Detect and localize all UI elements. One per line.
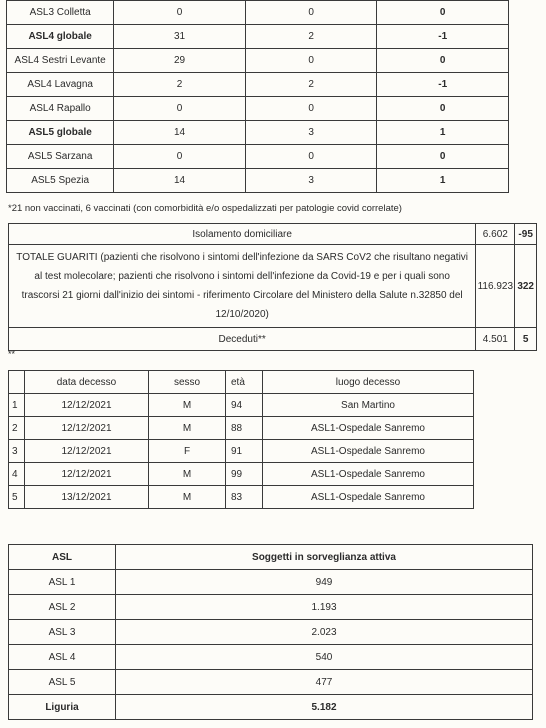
surveillance-count: 949 <box>116 570 533 595</box>
asl-name: ASL 3 <box>9 620 116 645</box>
death-sex: M <box>149 463 226 486</box>
footnote-vaccination: *21 non vaccinati, 6 vaccinati (con comorbidità e/o ospedalizzati per patologie covid correlate) <box>8 203 402 214</box>
isolamento-value: 6.602 <box>476 224 515 245</box>
death-place: ASL1-Ospedale Sanremo <box>263 463 474 486</box>
surveillance-count: 540 <box>116 645 533 670</box>
guariti-value: 116.923 <box>476 245 515 328</box>
cell-value: 0 <box>114 145 246 169</box>
table-row <box>9 595 533 620</box>
cell-value: 31 <box>114 25 246 49</box>
surveillance-count: 477 <box>116 670 533 695</box>
table-row <box>9 670 533 695</box>
table-row <box>9 645 533 670</box>
index-header <box>9 371 25 394</box>
cell-value: 0 <box>114 97 246 121</box>
cell-value: 2 <box>245 73 377 97</box>
totals-table <box>8 223 537 351</box>
total-region-name: Liguria <box>9 695 116 720</box>
cell-value: 2 <box>245 25 377 49</box>
death-age: 83 <box>226 486 263 509</box>
cell-delta: 0 <box>377 145 509 169</box>
cell-delta: -1 <box>377 25 509 49</box>
surveillance-table <box>8 544 533 720</box>
date-header: data decesso <box>25 371 149 394</box>
asl-name: ASL 1 <box>9 570 116 595</box>
cell-delta: 0 <box>377 49 509 73</box>
isolamento-delta: -95 <box>515 224 537 245</box>
footnote-deaths: ** <box>8 349 16 359</box>
death-place: ASL1-Ospedale Sanremo <box>263 417 474 440</box>
cell-delta: 0 <box>377 97 509 121</box>
guariti-delta: 322 <box>515 245 537 328</box>
area-name: ASL4 globale <box>7 25 114 49</box>
sex-header: sesso <box>149 371 226 394</box>
cell-value: 14 <box>114 121 246 145</box>
table-row <box>9 486 474 509</box>
cell-delta: 1 <box>377 169 509 193</box>
deceduti-delta: 5 <box>515 328 537 351</box>
cell-value: 14 <box>114 169 246 193</box>
cell-delta: -1 <box>377 73 509 97</box>
table-row <box>9 440 474 463</box>
isolamento-label: Isolamento domiciliare <box>9 224 476 245</box>
row-index: 5 <box>9 486 25 509</box>
area-name: ASL4 Lavagna <box>7 73 114 97</box>
cell-value: 3 <box>245 169 377 193</box>
table-row <box>7 1 509 25</box>
row-index: 1 <box>9 394 25 417</box>
guariti-label: TOTALE GUARITI (pazienti che risolvono i sintomi dell'infezione da SARS CoV2 che risultano negativi al test molecolare; pazienti che risolvono i sintomi dell'infezione da Covid-19 e per i quali sono trascorsi 21 giorni dall'inizio dei sintomi - riferimento Circolare del Ministero della Salute n.32850 del 12/10/2020) <box>9 245 476 328</box>
death-age: 94 <box>226 394 263 417</box>
cell-delta: 0 <box>377 1 509 25</box>
row-index: 4 <box>9 463 25 486</box>
cell-value: 0 <box>245 1 377 25</box>
death-age: 88 <box>226 417 263 440</box>
area-name: ASL4 Rapallo <box>7 97 114 121</box>
table-row <box>9 620 533 645</box>
table-row <box>9 463 474 486</box>
deceduti-value: 4.501 <box>476 328 515 351</box>
cell-value: 2 <box>114 73 246 97</box>
area-name: ASL5 Spezia <box>7 169 114 193</box>
death-date: 12/12/2021 <box>25 440 149 463</box>
death-date: 13/12/2021 <box>25 486 149 509</box>
cell-value: 3 <box>245 121 377 145</box>
table-header-row <box>9 371 474 394</box>
table-row <box>9 328 537 351</box>
table-row <box>9 570 533 595</box>
row-index: 2 <box>9 417 25 440</box>
table-row <box>9 417 474 440</box>
death-date: 12/12/2021 <box>25 417 149 440</box>
table-row <box>9 245 537 328</box>
table-row <box>9 394 474 417</box>
death-place: San Martino <box>263 394 474 417</box>
death-sex: M <box>149 417 226 440</box>
surveillance-count: 1.193 <box>116 595 533 620</box>
death-date: 12/12/2021 <box>25 394 149 417</box>
asl-name: ASL 5 <box>9 670 116 695</box>
asl-name: ASL 4 <box>9 645 116 670</box>
table-header-row <box>9 545 533 570</box>
total-surveillance-count: 5.182 <box>116 695 533 720</box>
table-row <box>7 97 509 121</box>
death-sex: M <box>149 394 226 417</box>
area-name: ASL5 Sarzana <box>7 145 114 169</box>
age-header: età <box>226 371 263 394</box>
area-name: ASL5 globale <box>7 121 114 145</box>
table-row <box>7 121 509 145</box>
cell-value: 0 <box>245 97 377 121</box>
table-total-row <box>9 695 533 720</box>
area-name: ASL3 Colletta <box>7 1 114 25</box>
cell-value: 0 <box>245 49 377 73</box>
cell-value: 29 <box>114 49 246 73</box>
place-header: luogo decesso <box>263 371 474 394</box>
cell-value: 0 <box>245 145 377 169</box>
table-row <box>7 145 509 169</box>
table-row <box>7 169 509 193</box>
death-age: 91 <box>226 440 263 463</box>
table-row <box>9 224 537 245</box>
cell-delta: 1 <box>377 121 509 145</box>
row-index: 3 <box>9 440 25 463</box>
death-place: ASL1-Ospedale Sanremo <box>263 440 474 463</box>
death-age: 99 <box>226 463 263 486</box>
deceduti-label: Deceduti** <box>9 328 476 351</box>
death-sex: F <box>149 440 226 463</box>
table-row <box>7 25 509 49</box>
asl-name: ASL 2 <box>9 595 116 620</box>
area-name: ASL4 Sestri Levante <box>7 49 114 73</box>
table-row <box>7 49 509 73</box>
table-row <box>7 73 509 97</box>
death-place: ASL1-Ospedale Sanremo <box>263 486 474 509</box>
surveillance-count: 2.023 <box>116 620 533 645</box>
asl-positives-table <box>6 0 509 193</box>
surveillance-header: Soggetti in sorveglianza attiva <box>116 545 533 570</box>
asl-header: ASL <box>9 545 116 570</box>
death-sex: M <box>149 486 226 509</box>
death-date: 12/12/2021 <box>25 463 149 486</box>
cell-value: 0 <box>114 1 246 25</box>
deaths-table <box>8 370 474 509</box>
